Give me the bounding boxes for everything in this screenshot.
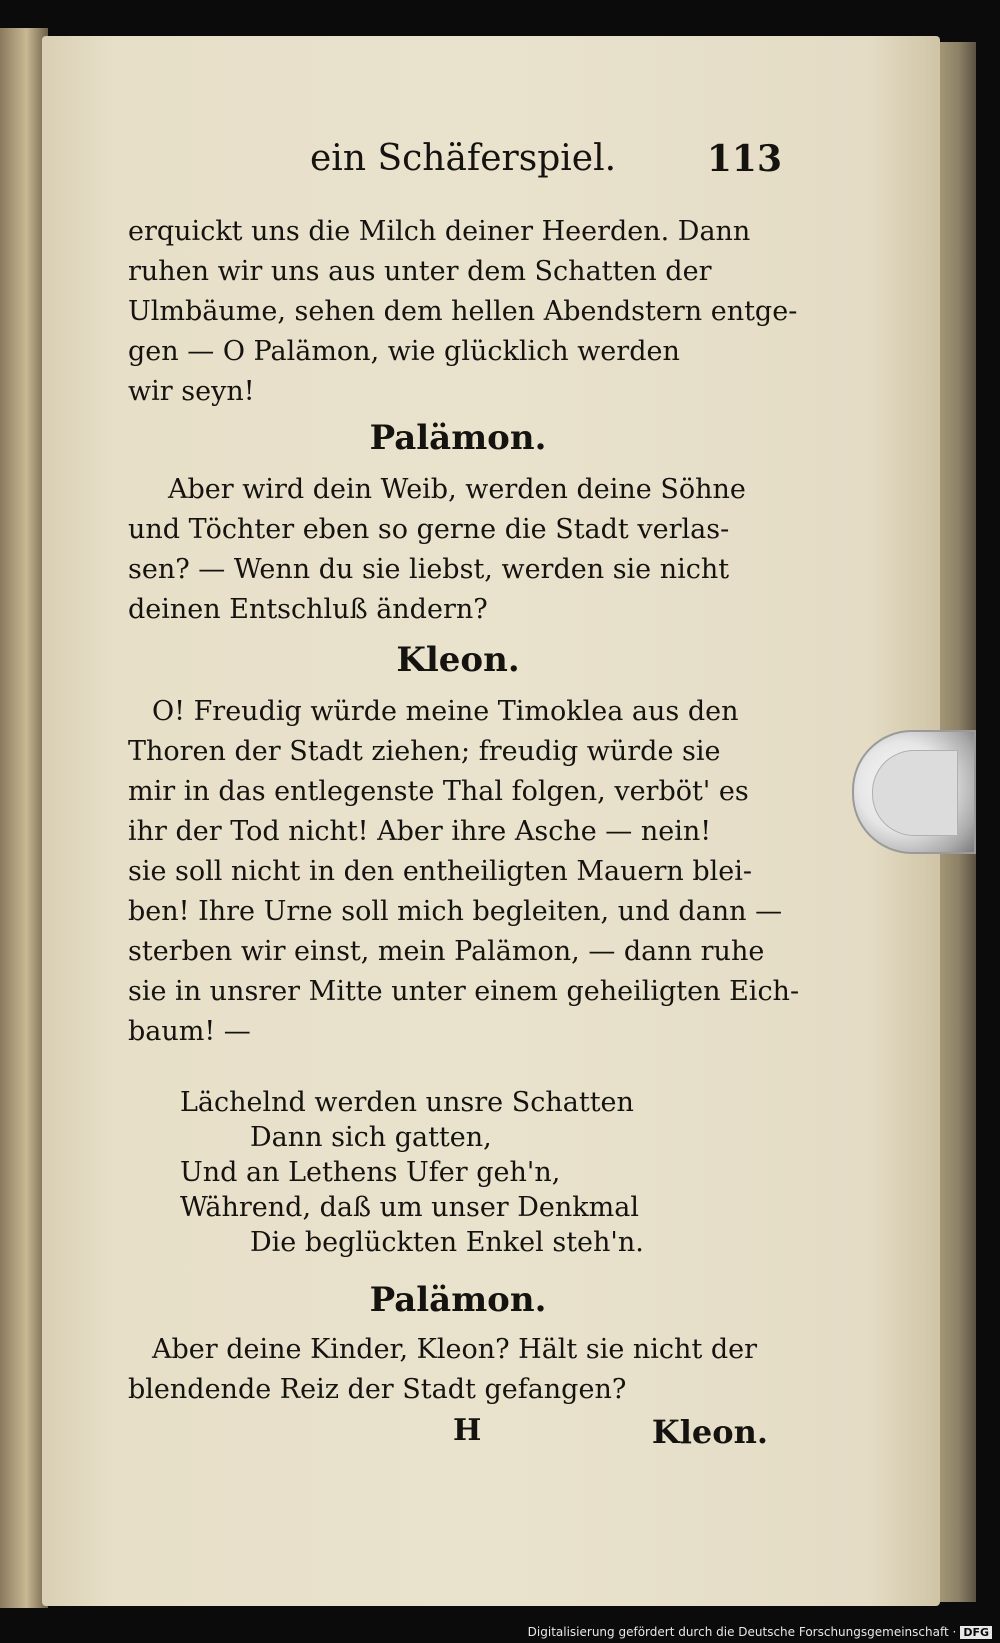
facing-page-edge: [0, 28, 48, 1608]
digitization-credit: [528, 1625, 992, 1639]
page-number: 113: [706, 138, 782, 180]
text-line: Thoren der Stadt ziehen; freudig würde sie: [128, 736, 721, 767]
dfg-logo: DFG: [960, 1626, 992, 1639]
text-line: sen? — Wenn du sie liebst, werden sie nicht: [128, 554, 730, 585]
text-line: baum! —: [128, 1016, 251, 1047]
verse-line: Dann sich gatten,: [250, 1122, 492, 1153]
text-line: Ulmbäume, sehen dem hellen Abendstern entge-: [128, 296, 798, 327]
credit-text: Digitalisierung gefördert durch die Deutsche Forschungsgemeinschaft ·: [527, 1625, 957, 1639]
page-clip: [852, 730, 976, 854]
text-line: erquickt uns die Milch deiner Heerden. Dann: [128, 216, 751, 247]
speaker-heading: Palämon.: [369, 1280, 547, 1320]
paragraph-2: [128, 470, 788, 630]
text-line: ihr der Tod nicht! Aber ihre Asche — nein!: [128, 816, 712, 847]
text-line: mir in das entlegenste Thal folgen, verböt' es: [128, 776, 749, 807]
speaker-heading: Palämon.: [369, 418, 547, 458]
text-line: gen — O Palämon, wie glücklich werden: [128, 336, 680, 367]
text-line: und Töchter eben so gerne die Stadt verlas-: [128, 514, 730, 545]
paragraph-4: [128, 1330, 788, 1410]
text-line: sterben wir einst, mein Palämon, — dann ruhe: [128, 936, 765, 967]
paragraph-3: [128, 692, 800, 1052]
verse-line: Während, daß um unser Denkmal: [180, 1192, 639, 1223]
text-line: ben! Ihre Urne soll mich begleiten, und dann —: [128, 896, 783, 927]
text-line: sie soll nicht in den entheiligten Mauern blei-: [128, 856, 753, 887]
text-line: wir seyn!: [128, 376, 255, 407]
running-header: [310, 138, 790, 188]
text-line: Aber deine Kinder, Kleon? Hält sie nicht der: [152, 1334, 758, 1365]
catchword: Kleon.: [651, 1413, 768, 1451]
text-line: deinen Entschluß ändern?: [128, 594, 488, 625]
verse-line: Und an Lethens Ufer geh'n,: [180, 1157, 561, 1188]
signature-mark: H: [453, 1413, 482, 1448]
text-line: blendende Reiz der Stadt gefangen?: [128, 1374, 627, 1405]
speaker-heading: Kleon.: [396, 640, 520, 680]
verse-block: [180, 1085, 780, 1260]
page-footer: [128, 1413, 788, 1459]
page-clip-inner: [872, 750, 958, 836]
running-title: ein Schäferspiel.: [310, 138, 617, 179]
paragraph-1: [128, 212, 798, 412]
text-line: O! Freudig würde meine Timoklea aus den: [152, 696, 739, 727]
text-line: Aber wird dein Weib, werden deine Söhne: [168, 474, 746, 505]
text-line: sie in unsrer Mitte unter einem geheiligten Eich-: [128, 976, 800, 1007]
text-line: ruhen wir uns aus unter dem Schatten der: [128, 256, 712, 287]
verse-line: Lächelnd werden unsre Schatten: [180, 1087, 634, 1118]
verse-line: Die beglückten Enkel steh'n.: [250, 1227, 644, 1258]
